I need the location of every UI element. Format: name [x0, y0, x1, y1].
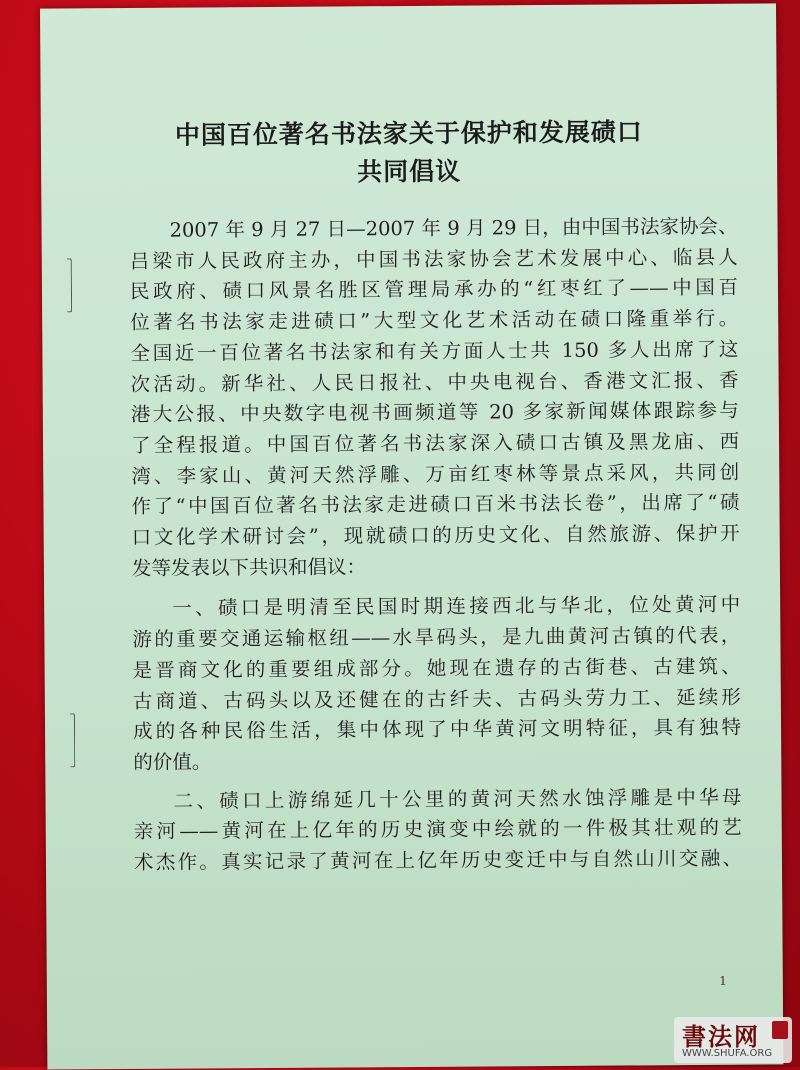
paragraph-3 — [133, 782, 742, 878]
text-line: 口文化学术研讨会”，现就碛口的历史文化、自然旅游、保护开 — [131, 521, 740, 549]
text-line: 成的各种民俗生活，集中体现了中华黄河文明特征，具有独特 — [132, 715, 742, 744]
document-page — [40, 3, 783, 1069]
watermark-logo-text: 書法网 — [682, 1022, 760, 1051]
text-line: 次活动。新华社、人民日报社、中央电视台、香港文汇报、香 — [130, 368, 739, 396]
text-line: 民政府、碛口风景名胜区管理局承办的“红枣红了——中国百 — [129, 276, 739, 304]
text-line: 是晋商文化的重要组成部分。她现在遗存的古街巷、古建筑、 — [132, 654, 741, 682]
text-line: 作了“中国百位著名书法家走进碛口百米书法长卷”，出席了“碛 — [131, 491, 740, 519]
site-watermark — [674, 1017, 792, 1063]
document-title-line-2: 共同倡议 — [357, 156, 462, 187]
text-line: 的价值。 — [133, 750, 212, 774]
document-title-line-1: 中国百位著名书法家关于保护和发展碛口 — [174, 117, 643, 150]
paragraph-1 — [129, 212, 740, 585]
staple-bottom — [70, 713, 75, 767]
page-number: 1 — [719, 973, 727, 988]
text-line: 二、碛口上游绵延几十公里的黄河天然水蚀浮雕是中华母 — [173, 785, 742, 813]
text-line: 全国近一百位著名书法家和有关方面人士共 150 多人出席了这 — [130, 337, 739, 365]
text-line: 湾、李家山、黄河天然浮雕、万亩红枣林等景点采风，共同创 — [131, 460, 740, 488]
text-line: 古商道、古码头以及还健在的古纤夫、古码头劳力工、延续形 — [132, 685, 741, 713]
text-line: 一、碛口是明清至民国时期连接西北与华北，位处黄河中 — [172, 593, 741, 621]
text-line: 发等发表以下共识和倡议： — [131, 555, 367, 580]
text-line: 位著名书法家走进碛口”大型文化艺术活动在碛口隆重举行。 — [130, 306, 739, 335]
text-line: 亲河——黄河在上亿年的历史演变中绘就的一件极其壮观的艺 — [133, 816, 742, 844]
text-line: 了全程报道。中国百位著名书法家深入碛口古镇及黑龙庙、西 — [130, 429, 740, 457]
watermark-url: WWW.SHUFA.ORG — [682, 1048, 773, 1059]
document-body — [129, 212, 742, 879]
text-line: 吕梁市人民政府主办，中国书法家协会艺术发展中心、临县人 — [129, 245, 738, 273]
text-line: 2007 年 9 月 27 日—2007 年 9 月 29 日，由中国书法家协会、 — [169, 214, 738, 242]
paragraph-2 — [132, 590, 741, 778]
staple-top — [67, 258, 72, 312]
text-line: 术杰作。真实记录了黄河在上亿年历史变迁中与自然山川交融、 — [133, 846, 743, 874]
text-line: 港大公报、中央数字电视书画频道等 20 多家新闻媒体跟踪参与 — [130, 398, 739, 427]
seal-icon — [772, 1021, 788, 1039]
text-line: 游的重要交通运输枢纽——水旱码头，是九曲黄河古镇的代表， — [132, 623, 741, 652]
